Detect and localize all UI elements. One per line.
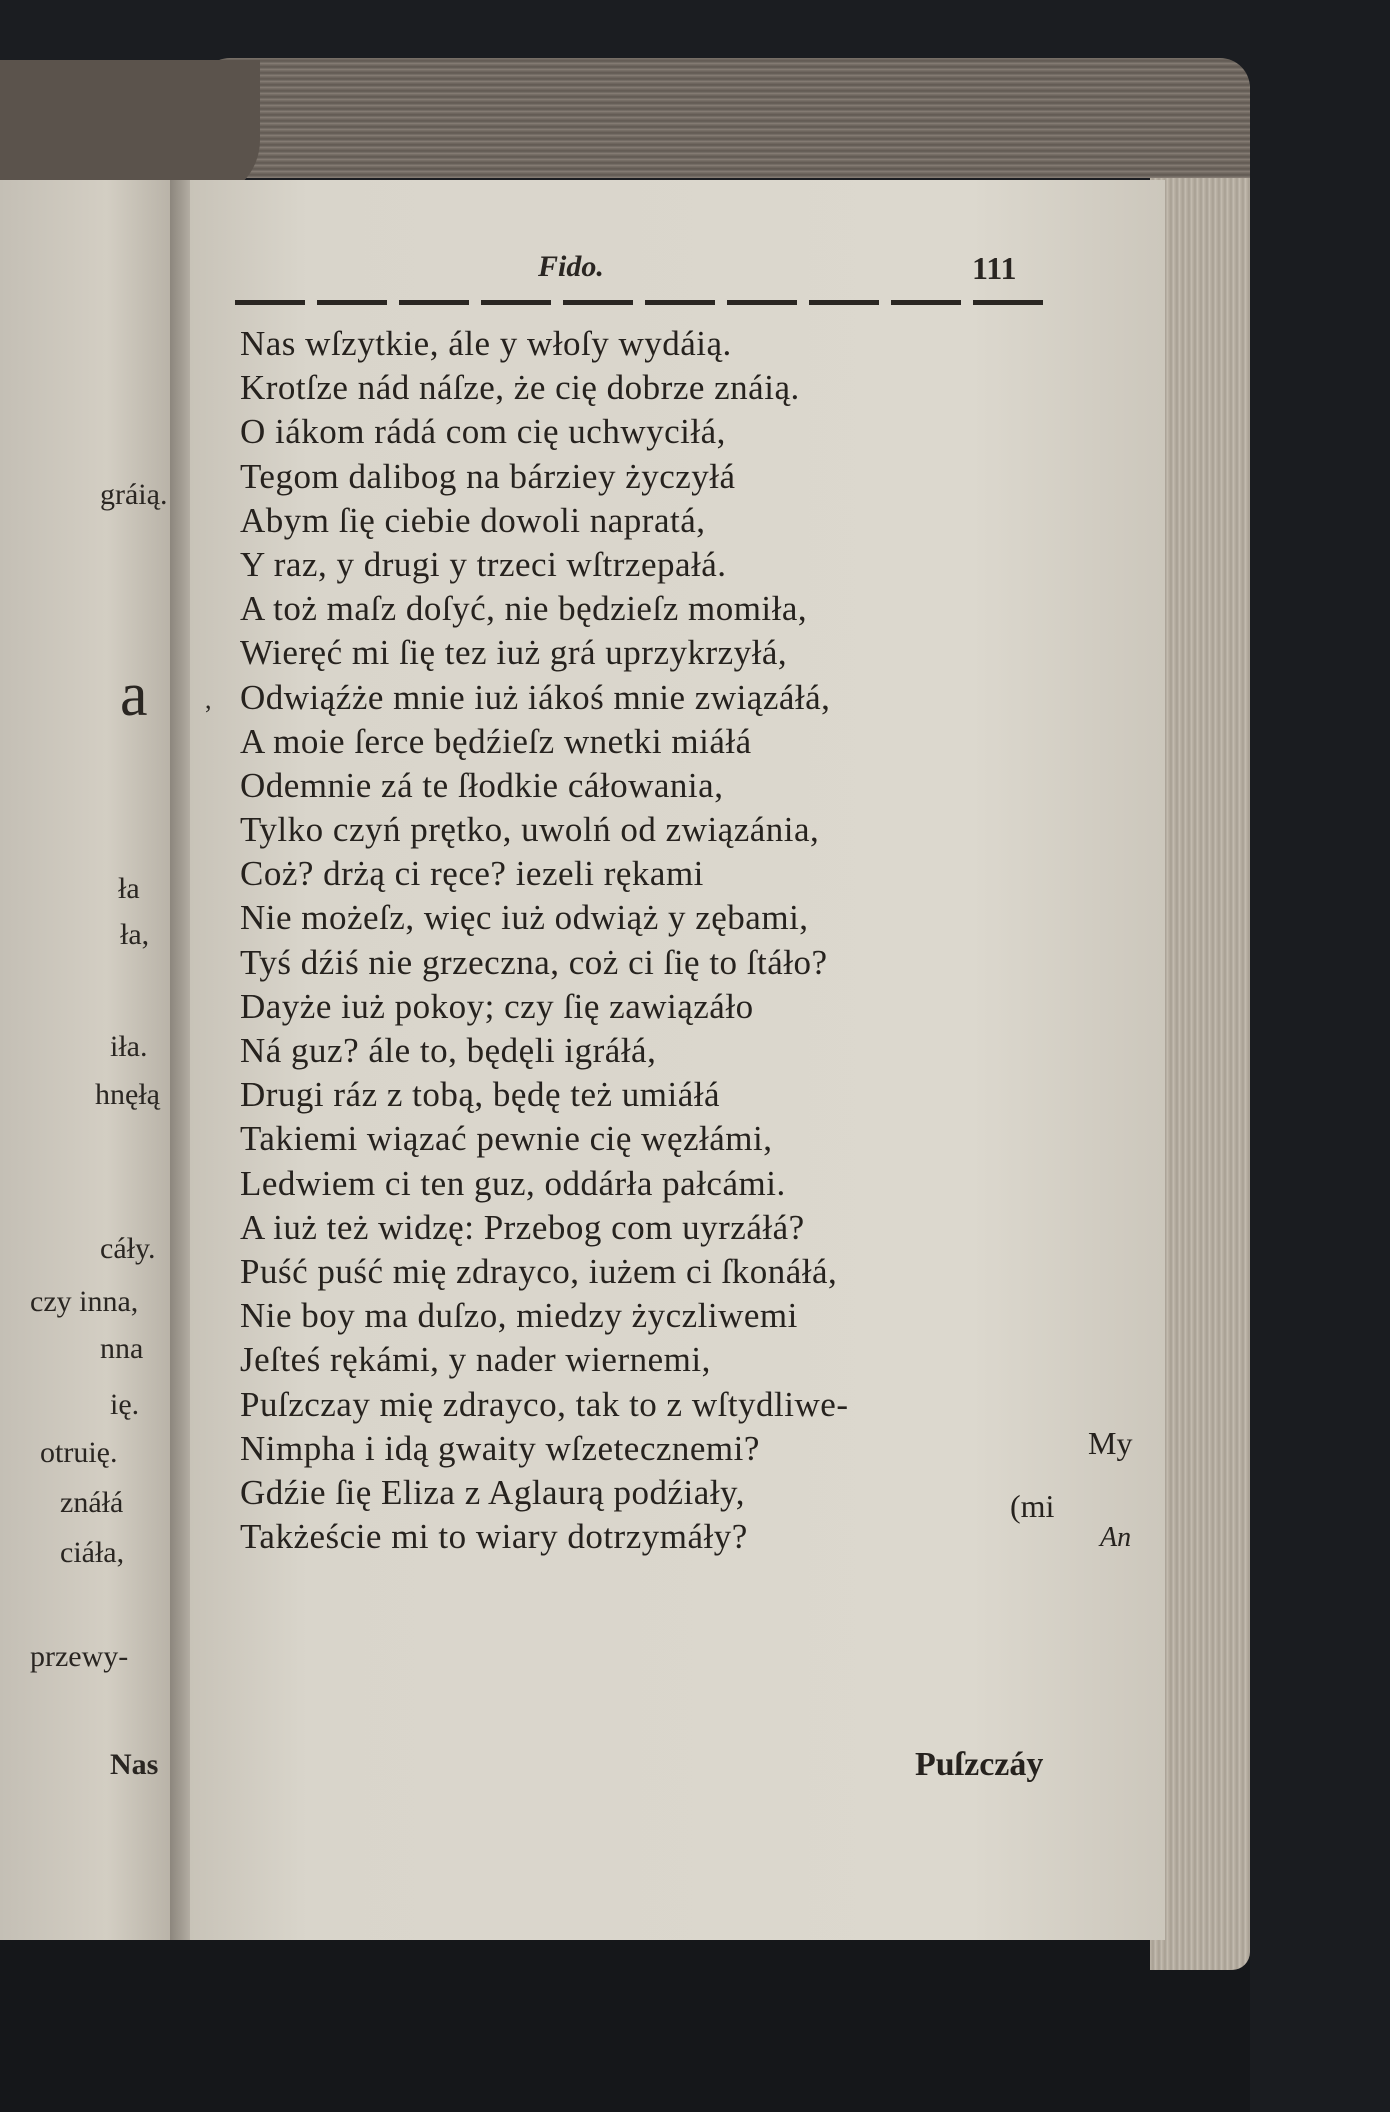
poem-line: Tylko czyń prętko, uwolń od związánia,	[240, 810, 820, 850]
left-fragment: ciáła,	[60, 1536, 125, 1569]
left-fragment: ła,	[120, 918, 150, 951]
left-fragment: cáły.	[100, 1232, 156, 1265]
poem-line: Nie boy ma duſzo, miedzy życzliwemi	[240, 1296, 798, 1336]
left-fragment: ,	[205, 685, 212, 714]
poem-line: Jeſteś rękámi, y nader wiernemi,	[240, 1340, 711, 1380]
poem-line: Krotſze nád náſze, że cię dobrze znáią.	[240, 368, 800, 408]
left-fragment: otruię.	[40, 1436, 118, 1469]
poem-line: Puść puść mię zdrayco, iużem ci ſkonáłá,	[240, 1251, 838, 1291]
poem-line: Puſzczay mię zdrayco, tak to z wſtydliwe-	[240, 1384, 849, 1424]
margin-note: My	[1088, 1425, 1133, 1461]
poem-line: Takiemi wiązać pewnie cię węzłámi,	[240, 1119, 773, 1159]
poem-line: Nimpha i idą gwaity wſzetecznemi?	[240, 1428, 760, 1468]
header-rule	[235, 300, 1050, 305]
poem-line: Nie możeſz, więc iuż odwiąż y zębami,	[240, 898, 809, 938]
poem-line: A iuż też widzę: Przebog com uyrzáłá?	[240, 1207, 805, 1247]
left-fragment: hnęłą	[95, 1078, 160, 1111]
left-fragment: ła	[118, 872, 140, 905]
poem-line: Wieręć mi ſię tez iuż grá uprzykrzyłá,	[240, 633, 788, 673]
poem-text	[240, 322, 1100, 1559]
poem-line: Nas wſzytkie, ále y włoſy wydáią.	[240, 324, 732, 363]
page-number: 111	[972, 250, 1017, 286]
left-fragment: przewy-	[30, 1640, 129, 1673]
poem-line: Y raz, y drugi y trzeci wſtrzepałá.	[240, 544, 727, 584]
left-fragment: a	[120, 661, 148, 729]
left-fragment: Nas	[110, 1748, 159, 1781]
poem-line: Tyś dźiś nie grzeczna, coż ci ſię to ſtáło?	[240, 942, 828, 982]
poem-line: Takżeście mi to wiary dotrzymáły?	[240, 1517, 748, 1557]
catchword: Puſzczáy	[915, 1746, 1044, 1783]
margin-note: An	[1100, 1522, 1132, 1553]
poem-line: O iákom rádá com cię uchwyciłá,	[240, 412, 726, 452]
poem-line: Ledwiem ci ten guz, oddárła pałcámi.	[240, 1163, 786, 1203]
poem-line: Odwiąźże mnie iuż iákoś mnie związáłá,	[240, 677, 831, 717]
left-fragment: nna	[100, 1332, 144, 1365]
left-page	[0, 180, 178, 1940]
left-fragment: znáłá	[60, 1486, 124, 1519]
poem-line: A toż maſz doſyć, nie będzieſz momiła,	[240, 589, 808, 629]
left-fragment: gráią.	[100, 478, 168, 511]
poem-line: Coż? drżą ci ręce? iezeli rękami	[240, 854, 704, 894]
book-gutter	[170, 180, 192, 1940]
margin-note: (mi	[1010, 1488, 1055, 1524]
left-fragment: ię.	[110, 1388, 140, 1421]
book-top-edge	[200, 58, 1250, 178]
poem-line: Drugi ráz z tobą, będę też umiáłá	[240, 1075, 721, 1115]
poem-line: Dayże iuż pokoy; czy ſię zawiązáło	[240, 986, 754, 1026]
book-page-edges	[1150, 70, 1250, 1970]
running-header-title: Fido.	[538, 250, 604, 283]
left-fragment: iła.	[110, 1030, 148, 1063]
left-fragment: czy inna,	[30, 1285, 139, 1318]
background-dark-right	[1250, 0, 1390, 2112]
poem-line: Abym ſię ciebie dowoli napratá,	[240, 500, 706, 540]
poem-line: Odemnie zá te ſłodkie cáłowania,	[240, 765, 724, 805]
poem-line: A moie ſerce będźieſz wnetki miáłá	[240, 721, 752, 761]
poem-line: Ná guz? ále to, będęli igráłá,	[240, 1031, 657, 1070]
poem-line: Tegom dalibog na bárziey życzyłá	[240, 456, 736, 496]
poem-line: Gdźie ſię Eliza z Aglaurą podźiały,	[240, 1472, 746, 1512]
book-spine-curl	[0, 60, 260, 200]
